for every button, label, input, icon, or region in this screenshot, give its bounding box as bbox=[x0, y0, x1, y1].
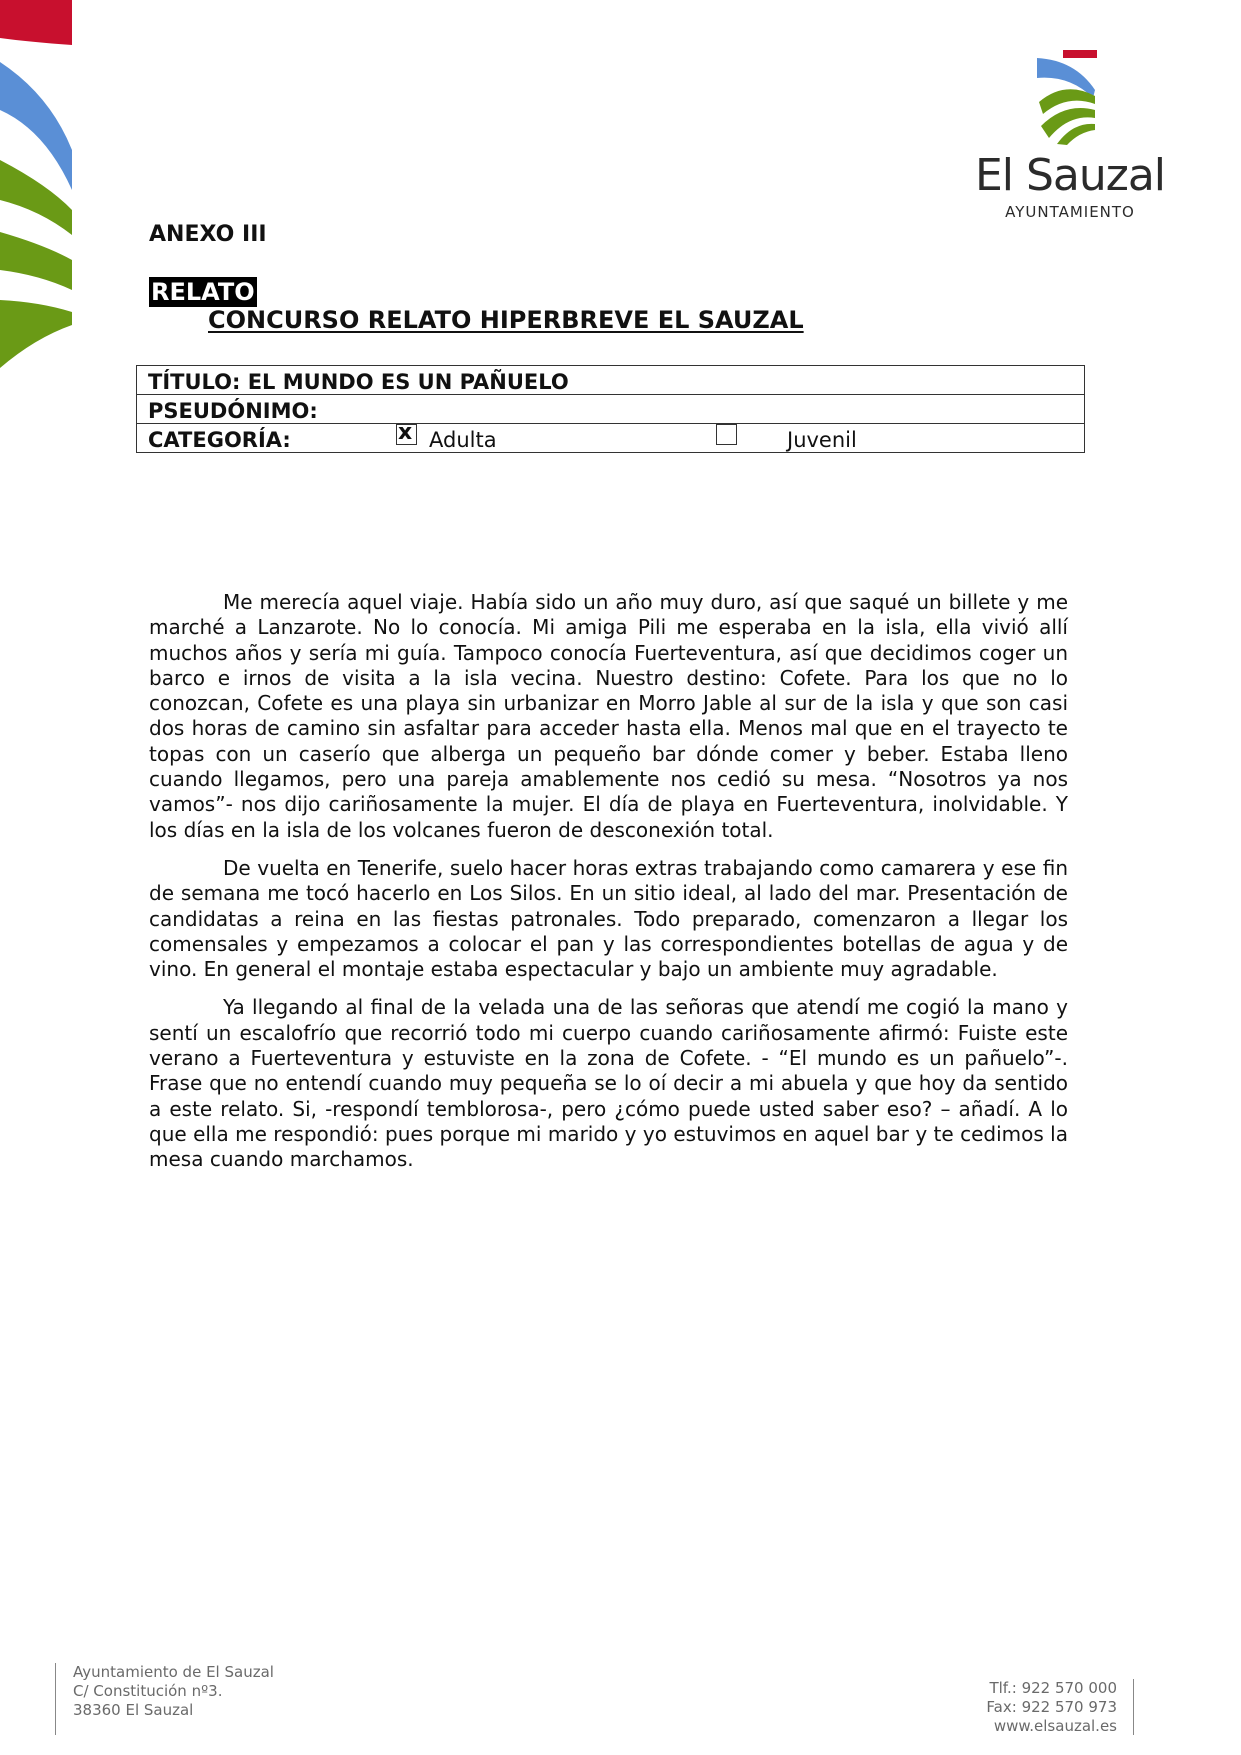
category-field bbox=[137, 420, 1085, 453]
green-stripe-3 bbox=[0, 300, 72, 368]
category-label: CATEGORÍA: bbox=[148, 428, 291, 452]
green-stripe-1 bbox=[0, 160, 72, 235]
red-stripe bbox=[0, 0, 72, 45]
section-tag: RELATO bbox=[151, 278, 255, 306]
el-sauzal-logo bbox=[970, 50, 1170, 230]
decorative-stripes bbox=[0, 0, 75, 380]
story-paragraph: Me merecía aquel viaje. Había sido un año muy duro, así que saqué un billete y me marché a Lanzarote. No lo conocía. Mi amiga Pili me esperaba en la isla, ella vivió allí muchos años y sería mi guía. Tampoco conocía Fuerteventura, así que decidimos coger un barco e irnos de visita a la isla vecina. Nuestro destino: Cofete. Para los que no lo conozcan, Cofete es una playa sin urbanizar en Morro Jable al sur de la isla y que son casi dos horas de camino sin asfaltar para acceder hasta ella. Menos mal que en el trayecto te topas con un caserío que alberga un pequeño bar dónde comer y beber. Estaba lleno cuando llegamos, pero una pareja amablemente nos cedió su mesa. “Nosotros ya nos vamos”- nos dijo cariñosamente la mujer. El día de playa en Fuerteventura, inolvidable. Y los días en la isla de los volcanes fueron de desconexión total. bbox=[149, 590, 1068, 842]
checkbox-x-mark: x bbox=[398, 420, 413, 445]
footer-address-line: Ayuntamiento de El Sauzal bbox=[73, 1663, 274, 1681]
footer-website-link[interactable]: www.elsauzal.es bbox=[993, 1717, 1117, 1735]
pseudonym-row bbox=[137, 395, 1085, 424]
logo-green-wave-3 bbox=[1057, 124, 1095, 145]
category-option-adulta[interactable] bbox=[396, 420, 716, 452]
pseudonym-field: PSEUDÓNIMO: bbox=[137, 395, 1085, 424]
logo-red-bar bbox=[1063, 50, 1097, 58]
entry-form-table bbox=[136, 365, 1085, 453]
footer-address bbox=[55, 1663, 274, 1735]
footer-address-line: 38360 El Sauzal bbox=[73, 1701, 194, 1719]
logo-emblem-icon bbox=[1035, 50, 1099, 145]
footer-phone: Tlf.: 922 570 000 bbox=[989, 1679, 1117, 1697]
green-stripe-2 bbox=[0, 232, 72, 290]
footer-address-line: C/ Constitución nº3. bbox=[73, 1682, 223, 1700]
juvenil-checkbox[interactable] bbox=[716, 424, 737, 445]
title-row bbox=[137, 366, 1085, 395]
contest-title: CONCURSO RELATO HIPERBREVE EL SAUZAL bbox=[208, 306, 804, 334]
category-row bbox=[137, 424, 1085, 453]
logo-name: El Sauzal bbox=[974, 150, 1166, 201]
story-paragraph: De vuelta en Tenerife, suelo hacer horas extras trabajando como camarera y ese fin de semana me tocó hacerlo en Los Silos. En un sitio ideal, al lado del mar. Presentación de candidatas a reina en las fiestas patronales. Todo preparado, comenzaron a llegar los comensales y empezamos a colocar el pan y las correspondientes botellas de agua y de vino. En general el montaje estaba espectacular y bajo un ambiente muy agradable. bbox=[149, 855, 1068, 982]
adulta-checkbox[interactable] bbox=[396, 420, 417, 445]
story-body bbox=[149, 590, 1068, 1186]
title-field: TÍTULO: EL MUNDO ES UN PAÑUELO bbox=[137, 366, 1085, 395]
footer-fax: Fax: 922 570 973 bbox=[986, 1698, 1117, 1716]
category-option-juvenil[interactable] bbox=[716, 424, 857, 452]
story-paragraph: Ya llegando al final de la velada una de las señoras que atendí me cogió la mano y sentí un escalofrío que recorrió todo mi cuerpo cuando cariñosamente afirmó: Fuiste este verano a Fuerteventura y estuviste en la zona de Cofete. - “El mundo es un pañuelo”-. Frase que no entendí cuando muy pequeña se lo oí decir a mi abuela y que hoy da sentido a este relato. Si, -respondí temblorosa-, pero ¿cómo puede usted saber eso? – añadí. A lo que ella me respondió: pues porque mi marido y yo estuvimos en aquel bar y te cedimos la mesa cuando marchamos. bbox=[149, 995, 1068, 1172]
logo-subtitle: AYUNTAMIENTO bbox=[1005, 203, 1135, 221]
juvenil-label: Juvenil bbox=[787, 428, 857, 452]
footer-contact bbox=[986, 1679, 1134, 1735]
annex-heading: ANEXO III bbox=[149, 222, 267, 247]
adulta-label: Adulta bbox=[429, 428, 497, 452]
